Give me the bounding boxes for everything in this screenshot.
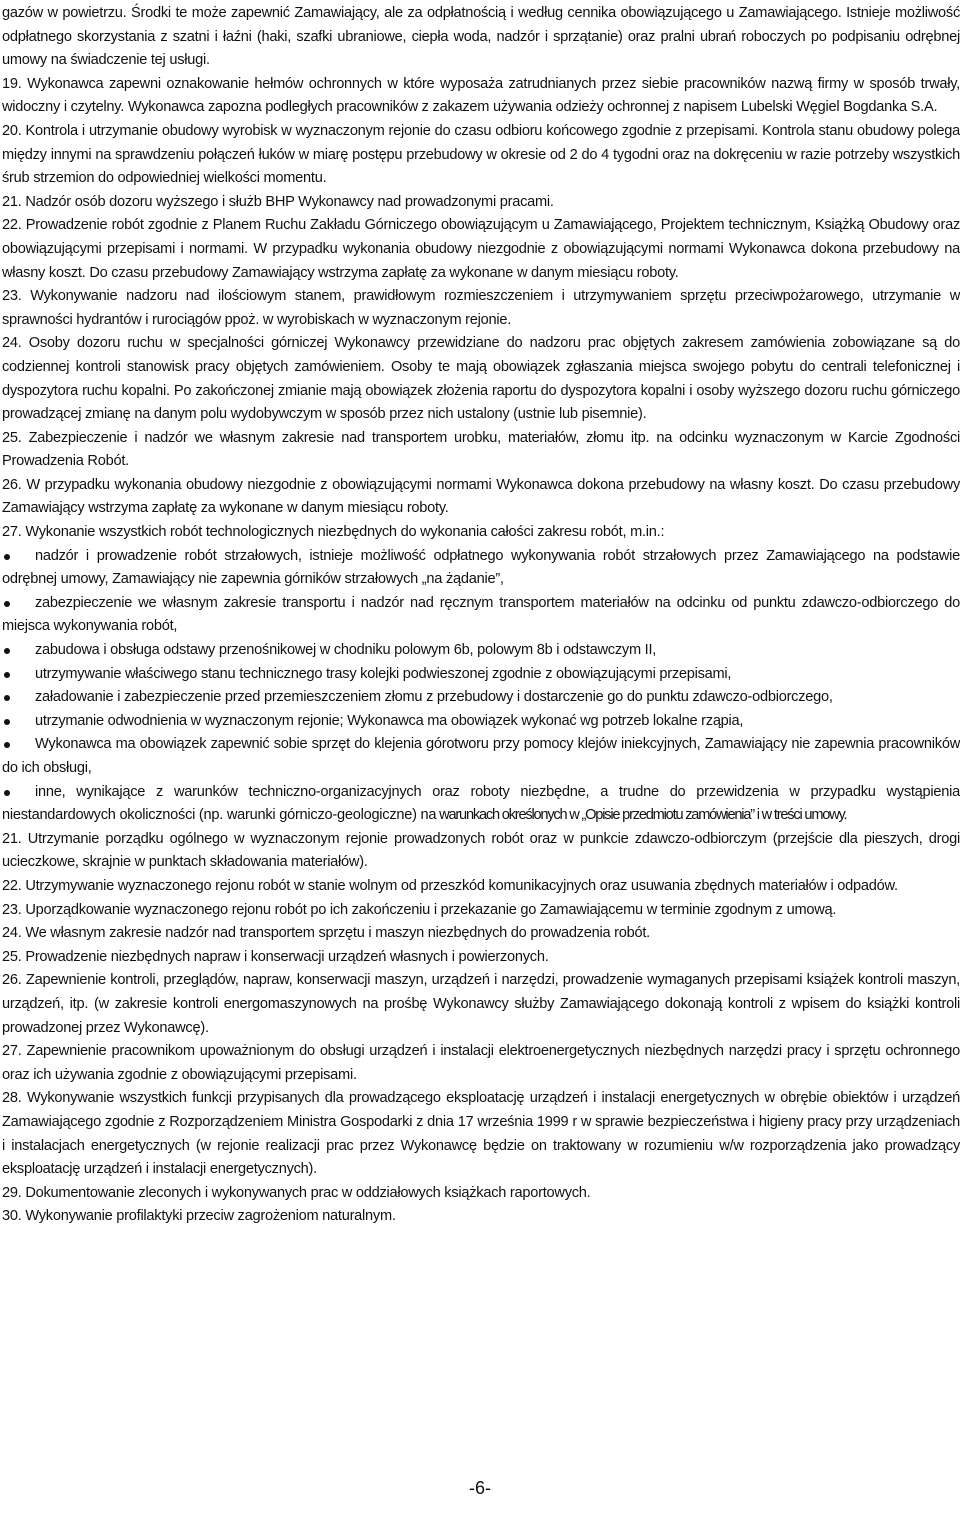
bullet-icon (4, 672, 10, 678)
paragraph-intro: gazów w powietrzu. Środki te może zapewnić Zamawiający, ale za odpłatnością i według cennika obowiązującego u Zamawiającego. Istnieje możliwość odpłatnego skorzystania z szatni i łaźni (haki, szafki ubraniowe, ciepła woda, nadzór i sprzątanie) oraz pralni ubrań roboczych po podpisaniu odrębnej umowy na świadczenie tej usługi. (2, 5, 960, 69)
list-item (2, 663, 960, 687)
list-item-text: zabezpieczenie we własnym zakresie transportu i nadzór nad ręcznym transportem materiałów na odcinku od punktu zdawczo-odbiorczego do miejsca wykonywania robót, (2, 594, 960, 635)
paragraph-27-b: 27. Zapewnienie pracownikom upoważnionym do obsługi urządzeń i instalacji elektroenergetycznych niezbędnych narzędzi pracy i sprzętu ochronnego oraz ich używania zgodnie z obowiązującymi przepisami. (2, 1043, 960, 1083)
paragraph-21: 21. Nadzór osób dozoru wyższego i służb BHP Wykonawcy nad prowadzonymi pracami. (2, 193, 554, 210)
bullet-list (2, 545, 960, 828)
paragraph-22: 22. Prowadzenie robót zgodnie z Planem Ruchu Zakładu Górniczego obowiązującym u Zamawiającego, Projektem technicznym, Książką Obudowy oraz obowiązującymi przepisami i normami. W przypadku wykonania obudowy niezgodnie z obowiązującymi normami Wykonawca dokona przebudowy na własny koszt. Do czasu przebudowy Zamawiający wstrzyma zapłatę za wykonane w danym miesiącu roboty. (2, 217, 960, 281)
paragraph-30: 30. Wykonywanie profilaktyki przeciw zagrożeniom naturalnym. (2, 1208, 396, 1225)
paragraph-19: 19. Wykonawca zapewni oznakowanie hełmów ochronnych w które wyposaża zatrudnianych przez siebie pracowników nazwą firmy w sposób trwały, widoczny i czytelny. Wykonawca zapozna podległych pracowników z zakazem używania odzieży ochronnej z napisem Lubelski Węgiel Bogdanka S.A. (2, 75, 960, 116)
paragraph-24-b: 24. We własnym zakresie nadzór nad transportem sprzętu i maszyn niezbędnych do prowadzenia robót. (2, 925, 650, 942)
list-item-text: utrzymywanie właściwego stanu technicznego trasy kolejki podwieszonej zgodnie z obowiązującymi przepisami, (35, 665, 732, 682)
bullet-icon (4, 601, 10, 607)
list-item-text: Wykonawca ma obowiązek zapewnić sobie sprzęt do klejenia górotworu przy pomocy klejów iniekcyjnych, Zamawiający nie zapewnia pracowników do ich obsługi, (2, 736, 960, 776)
document-body (2, 2, 960, 1229)
list-item (2, 545, 960, 592)
paragraph-24: 24. Osoby dozoru ruchu w specjalności górniczej Wykonawcy przewidziane do nadzoru prac objętych zakresem zamówienia zobowiązane są do codziennej kontroli stanowisk pracy objętych zamówieniem. Osoby te mają obowiązek zgłaszania miejsca swojego pobytu do centrali telefonicznej i dyspozytora ruchu kopalni. Po zakończonej zmianie mają obowiązek złożenia raportu do dyspozytora kopalni i osoby wyższego dozoru ruchu górniczego prowadzącej zmianę na danym polu wydobywczym w sposób przez nich ustalony (ustnie lub pisemnie). (2, 335, 960, 423)
bullet-icon (4, 695, 10, 701)
paragraph-26: 26. W przypadku wykonania obudowy niezgodnie z obowiązującymi normami Wykonawca dokona przebudowy na własny koszt. Do czasu przebudowy Zamawiający wstrzyma zapłatę za wykonane w danym miesiącu roboty. (2, 476, 960, 517)
paragraph-26-b: 26. Zapewnienie kontroli, przeglądów, napraw, konserwacji maszyn, urządzeń i narzędzi, prowadzenie wymaganych przepisami książek kontroli maszyn, urządzeń, itp. (w zakresie kontroli energomaszynowych na prośbę Wykonawcy służby Zamawiającego dokonają kontroli z wpisem do książki kontroli prowadzonej przez Wykonawcę). (2, 972, 960, 1036)
list-item (2, 686, 960, 710)
list-item-text-condensed: warunkach określonych w „Opisie przedmiotu zamówienia” i w treści umowy. (436, 807, 847, 824)
list-item (2, 639, 960, 663)
list-item-text: nadzór i prowadzenie robót strzałowych, istnieje możliwość odpłatnego wykonywania robót strzałowych przez Zamawiającego na podstawie odrębnej umowy, Zamawiający nie zapewnia górników strzałowych „na żądanie”, (2, 547, 960, 588)
paragraph-25-b: 25. Prowadzenie niezbędnych napraw i konserwacji urządzeń własnych i powierzonych. (2, 948, 549, 965)
paragraph-28: 28. Wykonywanie wszystkich funkcji przypisanych dla prowadzącego eksploatację urządzeń i instalacji energetycznych w obrębie obiektów i urządzeń Zamawiającego zgodnie z Rozporządzeniem Ministra Gospodarki z dnia 17 września 1999 r w sprawie bezpieczeństwa i higieny pracy przy urządzeniach i instalacjach energetycznych (w rejonie realizacji prac przez Wykonawcę będzie on traktowany w rozumieniu w/w rozporządzenia jako prowadzący eksploatację urządzeń i instalacji energetycznych). (2, 1090, 960, 1178)
paragraph-27: 27. Wykonanie wszystkich robót technologicznych niezbędnych do wykonania całości zakresu robót, m.in.: (2, 524, 665, 541)
paragraph-25: 25. Zabezpieczenie i nadzór we własnym zakresie nad transportem urobku, materiałów, złomu itp. na odcinku wyznaczonym w Karcie Zgodności Prowadzenia Robót. (2, 429, 960, 470)
list-item-text: utrzymanie odwodnienia w wyznaczonym rejonie; Wykonawca ma obowiązek wykonać wg potrzeb lokalne rząpia, (35, 712, 744, 729)
bullet-icon (4, 554, 10, 560)
paragraph-21-b: 21. Utrzymanie porządku ogólnego w wyznaczonym rejonie prowadzonych robót oraz w punkcie zdawczo-odbiorczym (przejście dla pieszych, drogi ucieczkowe, skrajnie w punktach składowania materiałów). (2, 830, 960, 871)
bullet-icon (4, 790, 10, 796)
list-item-text: inne, wynikające z warunków techniczno-organizacyjnych oraz roboty niezbędne, a trudne do przewidzenia w przypadku wystąpienia niestandardowych okoliczności (np. warunki górniczo-geologiczne) na (2, 783, 960, 824)
list-item (2, 781, 960, 828)
paragraph-22-b: 22. Utrzymywanie wyznaczonego rejonu robót w stanie wolnym od przeszkód komunikacyjnych oraz usuwania zbędnych materiałów i odpadów. (2, 877, 898, 894)
list-item (2, 710, 960, 734)
paragraph-23: 23. Wykonywanie nadzoru nad ilościowym stanem, prawidłowym rozmieszczeniem i utrzymywaniem sprzętu przeciwpożarowego, utrzymanie w sprawności hydrantów i rurociągów ppoż. w wyrobiskach w wyznaczonym rejonie. (2, 288, 960, 328)
paragraph-23-b: 23. Uporządkowanie wyznaczonego rejonu robót po ich zakończeniu i przekazanie go Zamawiającemu w terminie zgodnym z umową. (2, 901, 837, 918)
list-item (2, 592, 960, 639)
paragraph-29: 29. Dokumentowanie zleconych i wykonywanych prac w oddziałowych książkach raportowych. (2, 1184, 591, 1201)
list-item-text: załadowanie i zabezpieczenie przed przemieszczeniem złomu z przebudowy i dostarczenie go do punktu zdawczo-odbiorczego, (35, 689, 833, 706)
page-number: -6- (469, 1478, 491, 1498)
bullet-icon (4, 742, 10, 748)
bullet-icon (4, 648, 10, 654)
paragraph-20: 20. Kontrola i utrzymanie obudowy wyrobisk w wyznaczonym rejonie do czasu odbioru końcowego zgodnie z przepisami. Kontrola stanu obudowy polega między innymi na sprawdzeniu połączeń łuków w miarę postępu przebudowy w okresie od 2 do 4 tygodni oraz na dokręceniu w razie potrzeby wszystkich śrub strzemion do odpowiedniej wielkości momentu. (2, 122, 960, 187)
list-item (2, 733, 960, 780)
list-item-text: zabudowa i obsługa odstawy przenośnikowej w chodniku polowym 6b, polowym 8b i odstawczym II, (35, 642, 657, 659)
bullet-icon (4, 719, 10, 725)
